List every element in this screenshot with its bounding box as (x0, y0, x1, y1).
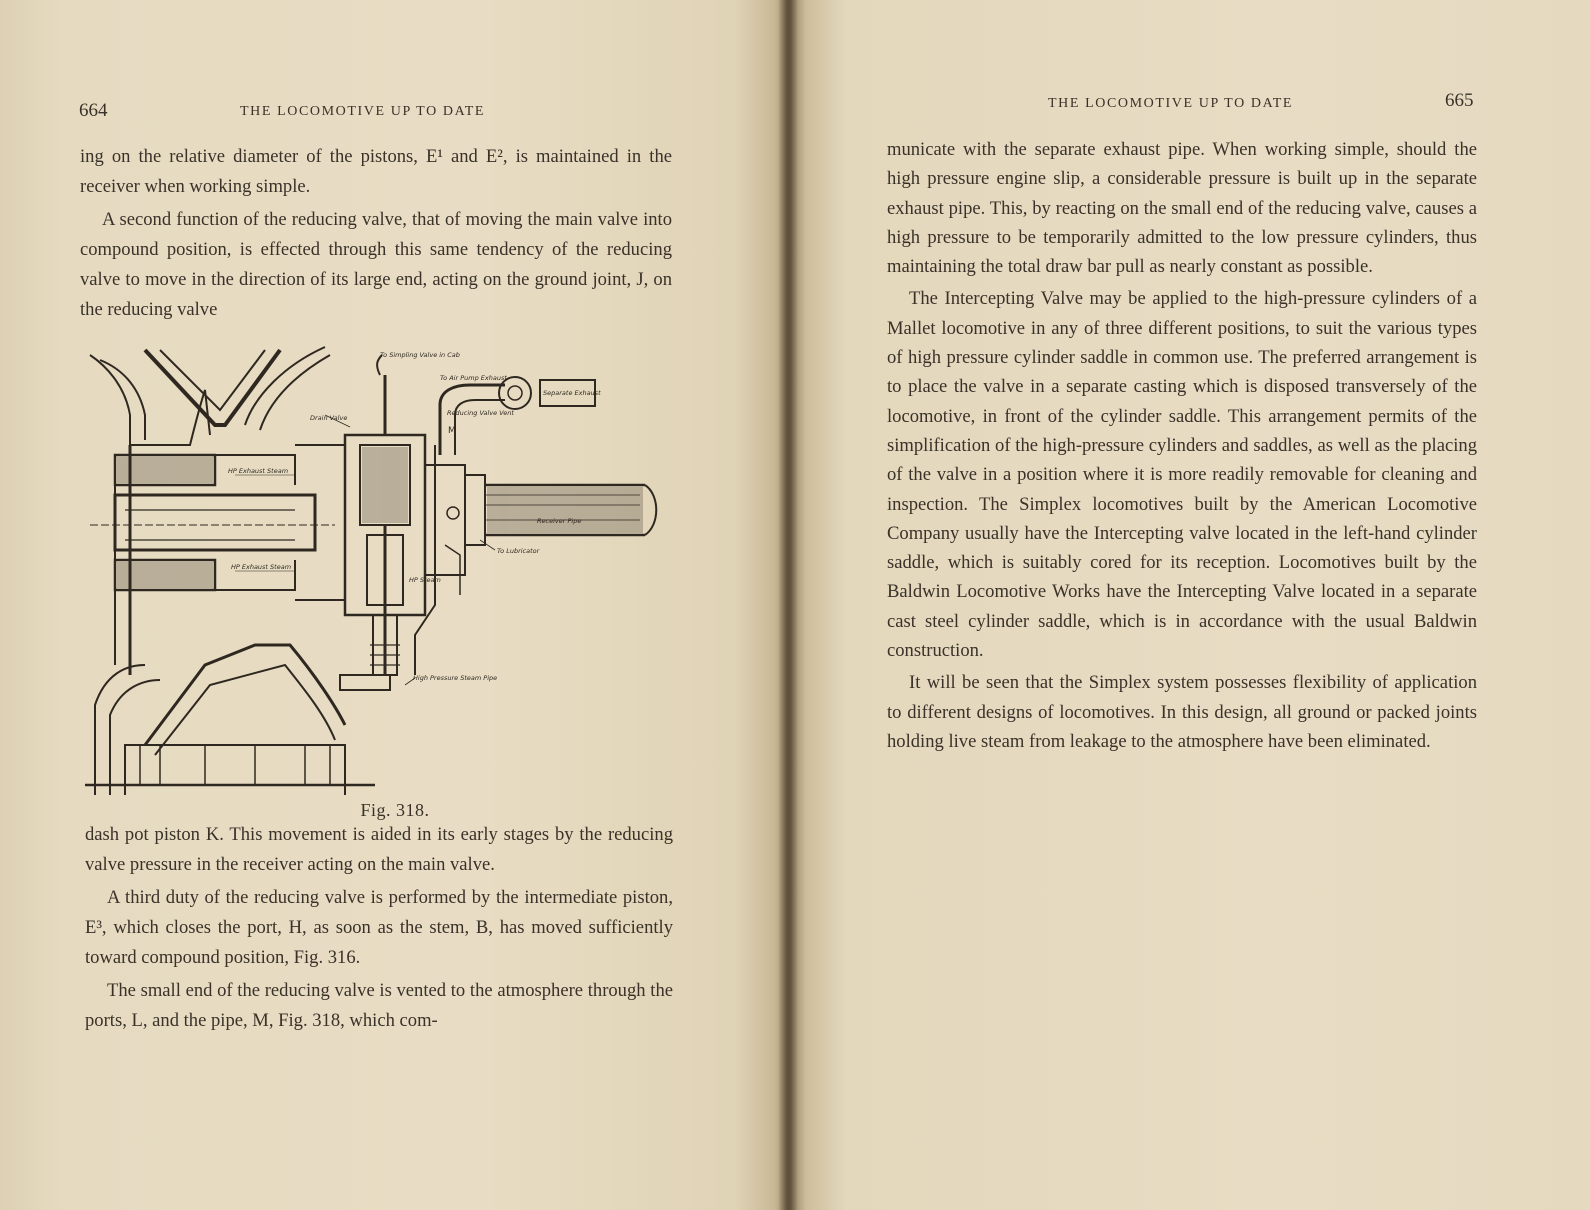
valve-chamber (295, 445, 345, 600)
label-drain-valve: Drain Valve (310, 414, 348, 422)
book-gutter (778, 0, 798, 1210)
running-head-left: THE LOCOMOTIVE UP TO DATE (240, 104, 486, 119)
right-page (790, 0, 1590, 1210)
paragraph: A second function of the reducing valve, that of moving the main valve into compound position, is effected through this same tendency of the reducing valve to move in the direction of its large end, acting on the ground joint, J, on the reducing valve (80, 209, 672, 320)
paragraph: The Intercepting Valve may be applied to the high-pressure cylinders of a Mallet locomotive in any of three different positions, to suit the various types of high pressure cylinder saddle in common use. The preferred arrangement is to place the valve in a separate casting which is disposed transversely of the locomotive, in front of the cylinder saddle. This arrangement permits of the simplification of the high-pressure cylinders and saddles, as well as the placing of the valve in a position where it is more readily removable for cleaning and inspection. The Simplex locomotives built by the American Locomotive Company usually have the Intercepting valve located in the left-hand cylinder saddle, which is suitably cored for its reception. Locomotives built by the Baldwin Locomotive Works have the Intercepting Valve located in a separate cast steel cylinder saddle, which is in accordance with the usual Baldwin construction. (887, 288, 1477, 662)
label-reducing-valve-vent: Reducing Valve Vent (447, 409, 514, 417)
label-hp-exhaust-steam-1: HP Exhaust Steam (228, 467, 289, 475)
page-number-right: 665 (1445, 90, 1474, 111)
paragraph: dash pot piston K. This movement is aided in its early stages by the reducing valve pressure in the receiver acting on the main valve. (85, 824, 673, 875)
label-to-air-pump: To Air Pump Exhaust (440, 374, 507, 382)
casting-v-section (145, 350, 280, 425)
label-to-lubricator: To Lubricator (497, 547, 540, 555)
left-text-top (80, 142, 672, 328)
label-to-simpling-valve: To Simpling Valve in Cab (380, 351, 460, 359)
figure-318-valve-diagram (85, 345, 675, 795)
page-number-left: 664 (79, 100, 108, 121)
running-head-right: THE LOCOMOTIVE UP TO DATE (1048, 96, 1294, 111)
label-high-pressure-steam-pipe: High Pressure Steam Pipe (413, 674, 498, 682)
right-text (887, 135, 1477, 759)
figure-caption: Fig. 318. (360, 800, 430, 820)
main-passage (115, 495, 315, 550)
hp-steam-pipe (340, 675, 390, 690)
label-separate-exhaust: Separate Exhaust (543, 389, 601, 397)
label-hp-exhaust-steam-2: HP Exhaust Steam (231, 563, 292, 571)
paragraph: ing on the relative diameter of the pistons, E¹ and E², is maintained in the receiver when working simple. (80, 146, 672, 197)
label-m: M (448, 426, 456, 436)
paragraph: A third duty of the reducing valve is performed by the intermediate piston, E³, which closes the port, H, as soon as the stem, B, has moved sufficiently toward compound position, Fig. 316. (85, 887, 673, 968)
exhaust-elbow (440, 385, 505, 455)
paragraph: municate with the separate exhaust pipe. When working simple, should the high pressure engine slip, a considerable pressure is built up in the separate exhaust pipe. This, by reacting on the small end of the reducing valve, causes a high pressure to be temporarily admitted to the low pressure cylinders, thus maintaining the total draw bar pull as nearly constant as possible. (887, 139, 1477, 278)
paragraph: The small end of the reducing valve is vented to the atmosphere through the ports, L, and the pipe, M, Fig. 318, which com- (85, 980, 673, 1031)
paragraph: It will be seen that the Simplex system possesses flexibility of application to different designs of locomotives. In this design, all ground or packed joints holding live steam from leakage to the atmosphere have been eliminated. (887, 672, 1477, 752)
label-receiver-pipe: Receiver Pipe (537, 517, 582, 525)
left-text-bottom (85, 820, 673, 1039)
label-hp-steam: HP Steam (409, 576, 441, 584)
left-page (0, 0, 790, 1210)
